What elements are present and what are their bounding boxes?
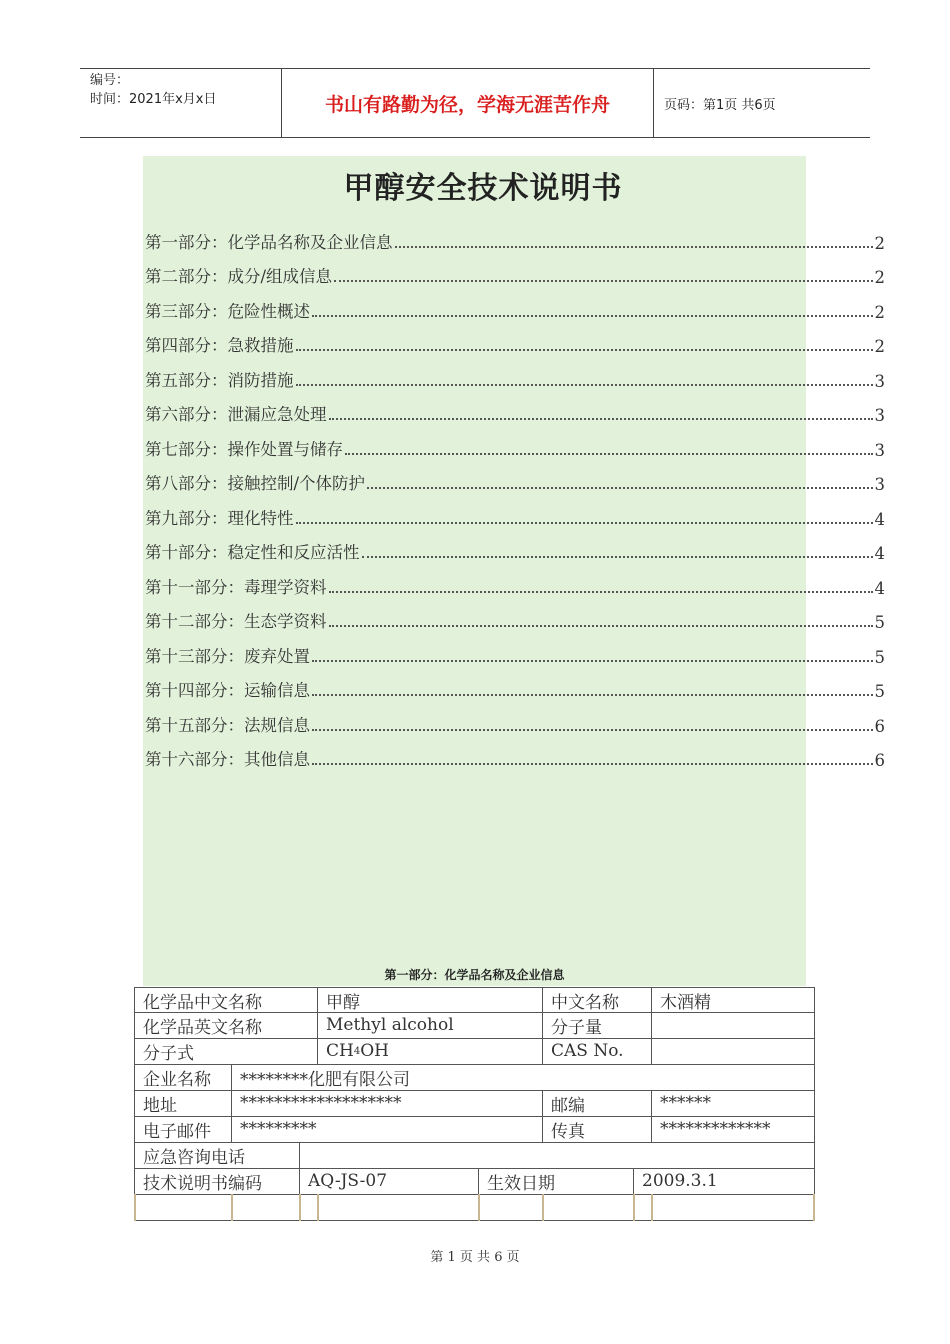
toc-label: 第二部分：成分/组成信息 [145,267,333,286]
toc-page: 4 [874,578,885,598]
toc-entry[interactable] [145,598,885,633]
toc-page: 2 [874,268,885,287]
toc-label: 第十二部分：生态学资料 [145,612,327,631]
toc-label: 第五部分：消防措施 [145,370,294,390]
cas-label: CAS No. [551,1041,624,1061]
fax-label: 传真 [551,1121,585,1142]
toc-leader [329,624,873,627]
alias-label: 中文名称 [551,992,619,1013]
toc-page: 4 [874,509,885,529]
table-rule [134,1194,815,1195]
document-title: 甲醇安全技术说明书 [343,171,623,206]
toc-leader [312,728,873,731]
toc-leader [296,521,873,524]
toc-entry[interactable] [145,391,885,426]
en-name-value: Methyl alcohol [326,1015,454,1035]
email-value: ********* [240,1119,317,1139]
toc-leader [395,245,873,248]
table-rule [813,1194,815,1221]
toc-leader [312,762,873,765]
emergency-value [299,1142,814,1168]
toc-entry[interactable] [145,218,885,253]
toc-entry[interactable] [145,736,885,771]
toc-leader [334,279,872,282]
toc-entry[interactable] [145,667,885,702]
formula-value [317,1038,542,1064]
effective-date-label: 生效日期 [487,1173,555,1194]
fax-value: ************* [660,1119,771,1139]
toc-leader [312,314,873,317]
toc-leader [367,486,872,489]
formula-subscript: 4 [353,1045,361,1057]
address-label: 地址 [143,1095,177,1116]
mw-label: 分子量 [551,1017,602,1038]
header-meta [80,69,282,137]
formula-label: 分子式 [143,1043,194,1064]
mw-value [651,1012,814,1038]
toc-page: 6 [874,716,885,736]
company-label: 企业名称 [143,1069,211,1090]
toc-entry[interactable] [145,563,885,598]
formula-tail: OH [360,1041,389,1061]
toc-page: 5 [874,682,885,701]
alias-value: 木酒精 [660,992,711,1013]
header-motto: 书山有路勤为径，学海无涯苦作舟 [282,69,654,137]
page-header [80,68,870,138]
toc-page: 3 [874,475,885,494]
toc-label: 第六部分：泄漏应急处理 [145,405,327,424]
table-rule [633,1194,635,1221]
toc-leader [312,693,873,696]
toc-label: 第四部分：急救措施 [145,336,294,355]
toc-page: 2 [874,337,885,356]
toc-label: 第十六部分：其他信息 [145,750,310,769]
toc-label: 第九部分：理化特性 [145,508,294,528]
toc-label: 第十三部分：废弃处置 [145,646,310,666]
email-label: 电子邮件 [143,1121,211,1142]
section-title: 第一部分：化学品名称及企业信息 [384,968,565,982]
toc-leader [329,590,873,593]
header-page-info: 页码：第1页 共6页 [664,97,776,113]
toc-label: 第十五部分：法规信息 [145,715,310,735]
table-rule [299,1194,301,1221]
table-rule [651,1194,653,1221]
table-rule [134,1194,136,1221]
toc-label: 第十部分：稳定性和反应活性 [145,543,360,562]
table-rule [317,1194,319,1221]
toc-page: 5 [874,613,885,632]
toc-page: 3 [874,371,885,391]
en-name-label: 化学品英文名称 [143,1017,262,1038]
toc-entry[interactable] [145,632,885,667]
table-rule [231,1194,233,1221]
chemical-info-table [134,987,815,1221]
table-rule [478,1194,480,1221]
table-rule [134,1220,815,1221]
toc-leader [362,555,873,558]
manual-code-label: 技术说明书编码 [143,1173,262,1194]
toc-entry[interactable] [145,460,885,495]
doc-date: 时间：2021年x月x日 [90,92,217,107]
toc-page: 3 [874,440,885,460]
formula-main: CH [326,1041,354,1061]
address-value: ******************* [240,1093,402,1113]
toc-label: 第八部分：接触控制/个体防护 [145,474,366,493]
toc-label: 第一部分：化学品名称及企业信息 [145,232,393,252]
toc-page: 3 [874,406,885,425]
toc-page: 4 [874,544,885,563]
toc-leader [329,417,873,420]
toc-page: 6 [874,751,885,770]
toc-entry[interactable] [145,529,885,564]
postcode-label: 邮编 [551,1095,585,1116]
cn-name-label: 化学品中文名称 [143,992,262,1013]
toc-page: 2 [874,302,885,322]
toc-label: 第十一部分：毒理学资料 [145,577,327,597]
table-of-contents [145,218,885,770]
cn-name-value: 甲醇 [326,992,360,1013]
toc-entry[interactable] [145,494,885,529]
page-footer: 第 1 页 共 6 页 [430,1250,520,1265]
toc-entry[interactable] [145,287,885,322]
toc-entry[interactable] [145,356,885,391]
toc-leader [296,383,873,386]
effective-date-value: 2009.3.1 [642,1171,718,1191]
toc-entry[interactable] [145,701,885,736]
toc-entry[interactable] [145,425,885,460]
toc-label: 第三部分：危险性概述 [145,301,310,321]
table-rule [542,1194,544,1221]
toc-label: 第七部分：操作处置与储存 [145,439,343,459]
toc-leader [296,348,873,351]
toc-leader [345,452,873,455]
cas-value [651,1038,814,1064]
postcode-value: ****** [660,1093,711,1113]
table-rule [814,987,815,1194]
toc-page: 5 [874,647,885,667]
toc-label: 第十四部分：运输信息 [145,681,310,700]
toc-leader [312,659,873,662]
toc-entry[interactable] [145,253,885,288]
toc-entry[interactable] [145,322,885,357]
doc-code-label: 编号： [90,73,130,88]
manual-code-value: AQ-JS-07 [308,1171,388,1191]
company-value: ********化肥有限公司 [240,1069,410,1090]
emergency-label: 应急咨询电话 [143,1147,245,1168]
toc-page: 2 [874,233,885,253]
